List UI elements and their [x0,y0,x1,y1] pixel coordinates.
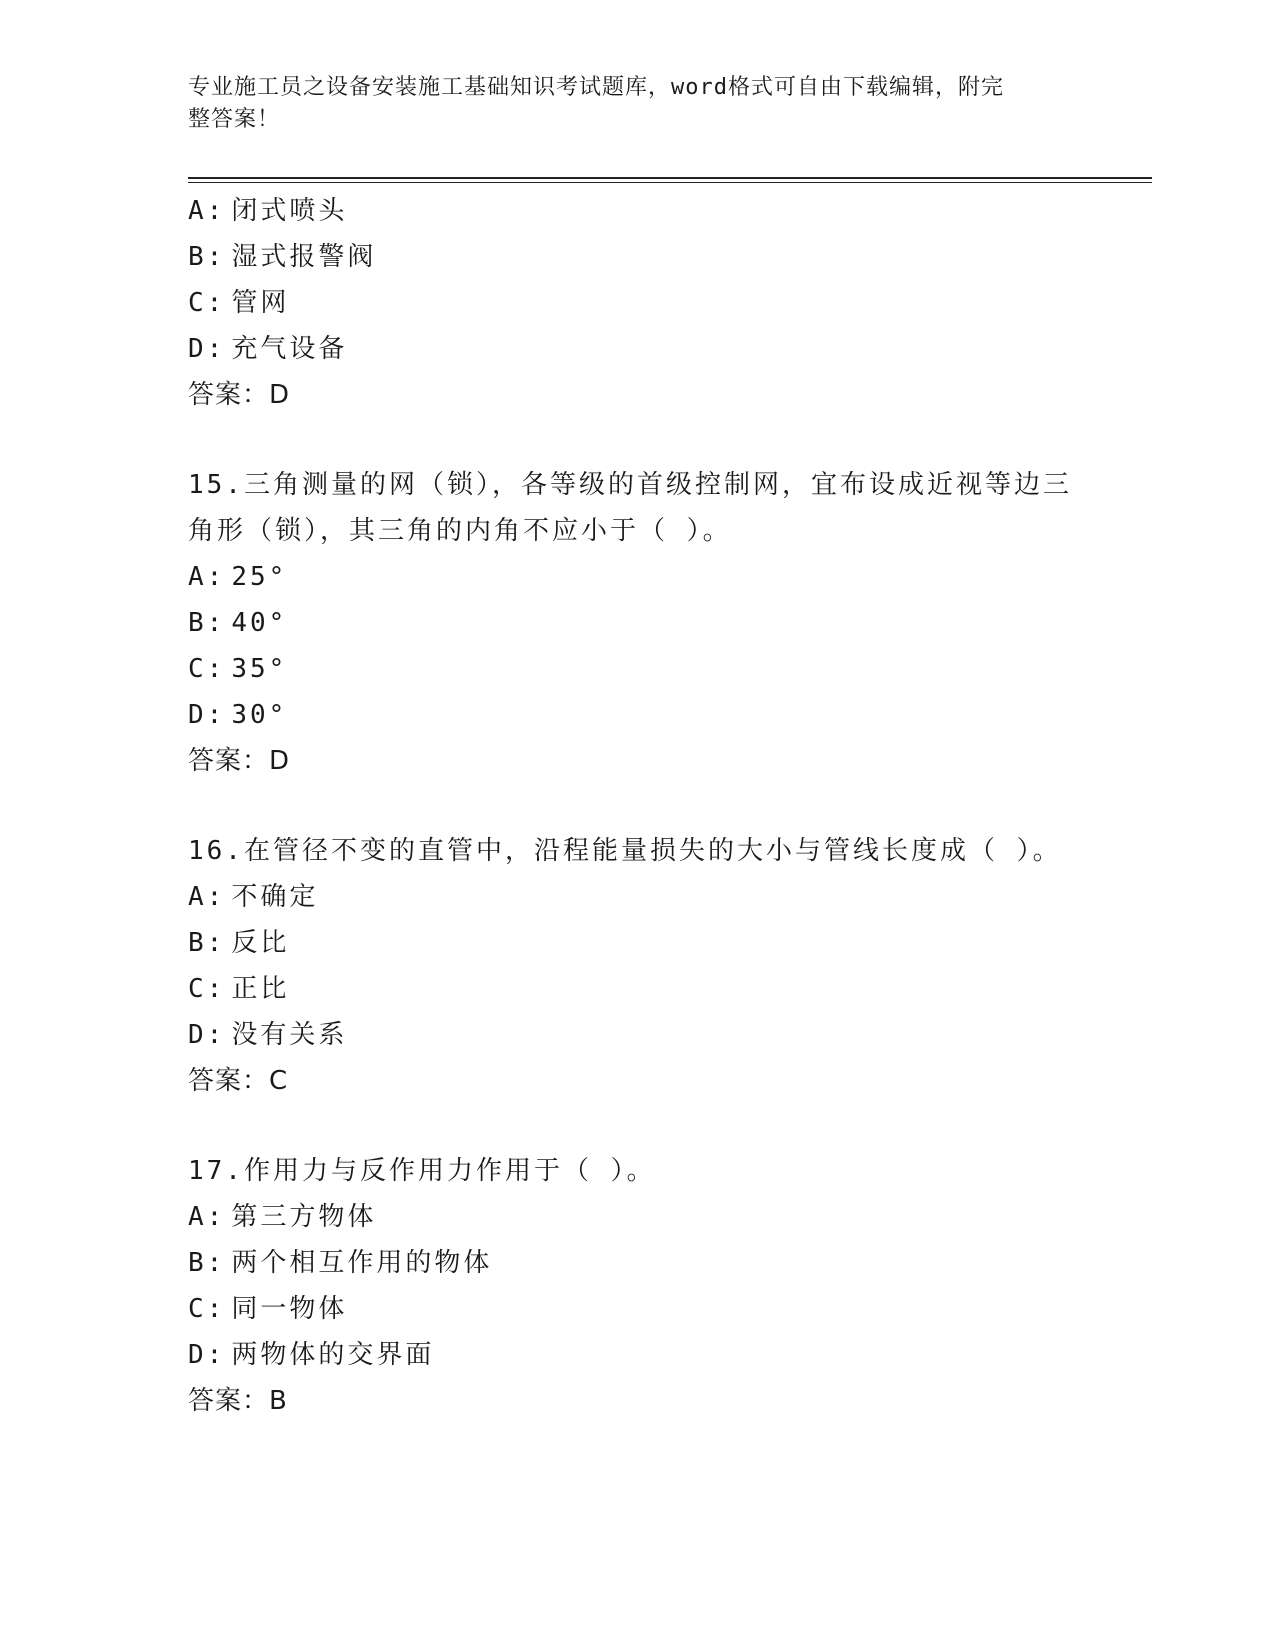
question-block-16 [188,828,1088,1104]
block-spacer [188,418,1088,462]
option-d [188,1332,1088,1378]
option-letter: D: [188,1340,226,1370]
option-c [188,280,1088,326]
option-text: 两物体的交界面 [231,1340,435,1370]
option-letter: A: [188,882,226,912]
option-letter: D: [188,700,226,730]
block-spacer [188,1104,1088,1148]
option-letter: A: [188,562,226,592]
option-b [188,920,1088,966]
option-letter: C: [188,1294,226,1324]
question-list [188,188,1088,1424]
option-letter: B: [188,1248,226,1278]
question-text-line-1: 17.作用力与反作用力作用于（ ）。 [188,1156,656,1186]
option-letter: B: [188,608,226,638]
option-text: 35° [231,654,288,684]
option-letter: C: [188,288,226,318]
question-text-line-2: 角形（锁），其三角的内角不应小于（ ）。 [188,516,732,546]
option-letter: B: [188,242,226,272]
option-a [188,1194,1088,1240]
option-b [188,1240,1088,1286]
question-text-line-1: 15.三角测量的网（锁），各等级的首级控制网，宜布设成近视等边三 [188,470,1072,500]
header-line-1: 专业施工员之设备安装施工基础知识考试题库，word格式可自由下载编辑，附完 [188,75,1004,100]
question-text-line-1: 16.在管径不变的直管中，沿程能量损失的大小与管线长度成（ ）。 [188,836,1062,866]
option-text: 湿式报警阀 [231,242,377,272]
answer-line: 答案：B [188,1386,288,1416]
option-d [188,692,1088,738]
question-block-15 [188,462,1088,784]
option-text: 闭式喷头 [231,196,348,226]
header-rule-thin [188,182,1152,183]
option-letter: C: [188,654,226,684]
header-rule-thick [188,177,1152,179]
option-letter: C: [188,974,226,1004]
option-text: 40° [231,608,288,638]
option-text: 两个相互作用的物体 [231,1248,493,1278]
option-letter: A: [188,1202,226,1232]
option-text: 正比 [231,974,290,1004]
option-letter: D: [188,1020,226,1050]
option-d [188,326,1088,372]
answer-line: 答案：D [188,380,291,410]
option-b [188,234,1088,280]
option-c [188,966,1088,1012]
option-letter: B: [188,928,226,958]
option-text: 充气设备 [231,334,348,364]
question-block-17 [188,1148,1088,1424]
option-d [188,1012,1088,1058]
option-text: 25° [231,562,288,592]
option-text: 反比 [231,928,290,958]
answer-line: 答案：C [188,1066,289,1096]
answer-line: 答案：D [188,746,291,776]
header-line-2: 整答案！ [188,107,281,132]
block-spacer [188,784,1088,828]
option-text: 管网 [231,288,290,318]
option-b [188,600,1088,646]
option-a [188,554,1088,600]
option-text: 同一物体 [231,1294,348,1324]
document-header [188,72,1068,136]
option-c [188,1286,1088,1332]
option-text: 第三方物体 [231,1202,377,1232]
option-letter: A: [188,196,226,226]
option-a [188,188,1088,234]
question-block-14 [188,188,1088,418]
option-text: 30° [231,700,288,730]
option-c [188,646,1088,692]
option-a [188,874,1088,920]
option-text: 不确定 [231,882,319,912]
option-letter: D: [188,334,226,364]
option-text: 没有关系 [231,1020,348,1050]
